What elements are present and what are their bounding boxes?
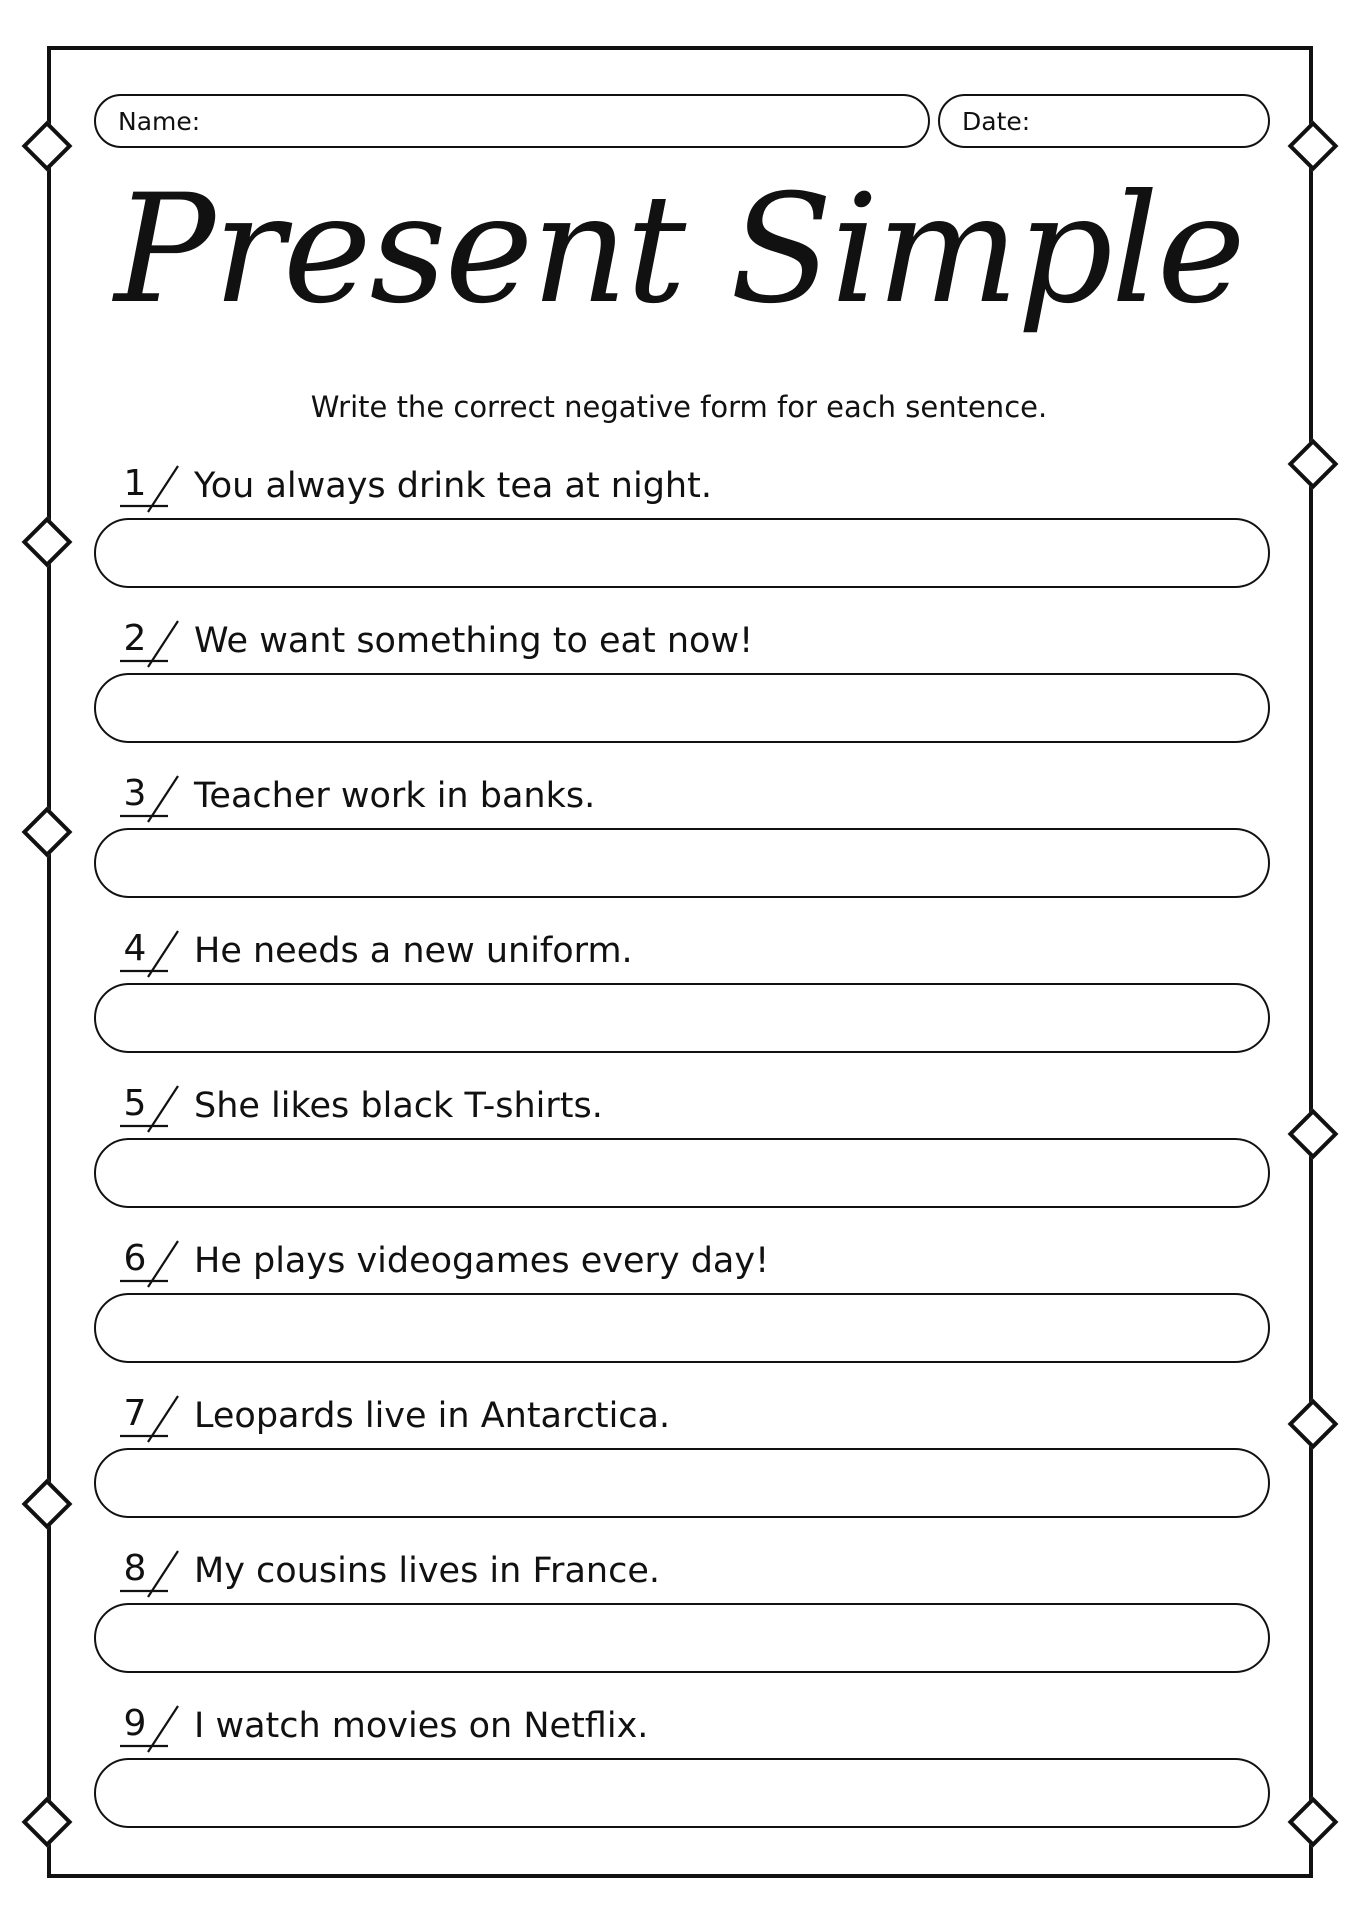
question-number-mark: [120, 1547, 190, 1605]
slash-icon: [120, 1237, 190, 1295]
answer-field[interactable]: [94, 983, 1270, 1053]
question-item: [94, 617, 1270, 757]
question-text: Leopards live in Antarctica.: [194, 1396, 671, 1436]
question-number: 1: [123, 463, 147, 504]
slash-icon: [120, 1702, 190, 1760]
question-text: My cousins lives in France.: [194, 1551, 660, 1591]
question-item: [94, 927, 1270, 1067]
slash-icon: [120, 1547, 190, 1605]
question-number-mark: [120, 1392, 190, 1450]
slash-icon: [120, 462, 190, 520]
answer-field[interactable]: [94, 1448, 1270, 1518]
question-number-mark: [120, 462, 190, 520]
question-text: Teacher work in banks.: [194, 776, 596, 816]
name-field[interactable]: [94, 94, 930, 148]
question-number: 7: [123, 1393, 147, 1434]
question-text: He needs a new uniform.: [194, 931, 633, 971]
answer-field[interactable]: [94, 1758, 1270, 1828]
instruction-text: Write the correct negative form for each sentence.: [310, 390, 1048, 424]
question-number: 8: [123, 1548, 147, 1589]
question-number-mark: [120, 1702, 190, 1760]
question-number-mark: [120, 772, 190, 830]
question-item: [94, 772, 1270, 912]
slash-icon: [120, 772, 190, 830]
date-field[interactable]: [938, 94, 1270, 148]
question-number-mark: [120, 1082, 190, 1140]
answer-field[interactable]: [94, 673, 1270, 743]
question-number: 2: [123, 618, 147, 659]
slash-icon: [120, 1392, 190, 1450]
page-title: Present Simple: [114, 163, 1244, 337]
question-item: [94, 1082, 1270, 1222]
question-text: She likes black T-shirts.: [194, 1086, 603, 1126]
question-item: [94, 1392, 1270, 1532]
question-number: 6: [123, 1238, 147, 1279]
question-text: He plays videogames every day!: [194, 1241, 770, 1281]
slash-icon: [120, 1082, 190, 1140]
answer-field[interactable]: [94, 828, 1270, 898]
question-item: [94, 1547, 1270, 1687]
question-number: 3: [123, 773, 147, 814]
question-number: 5: [123, 1083, 147, 1124]
name-label: Name:: [118, 106, 201, 136]
answer-field[interactable]: [94, 1293, 1270, 1363]
question-text: We want something to eat now!: [194, 621, 754, 661]
slash-icon: [120, 927, 190, 985]
question-text: I watch movies on Netflix.: [194, 1706, 649, 1746]
answer-field[interactable]: [94, 518, 1270, 588]
question-number-mark: [120, 927, 190, 985]
answer-field[interactable]: [94, 1603, 1270, 1673]
date-label: Date:: [962, 106, 1031, 136]
question-number-mark: [120, 617, 190, 675]
answer-field[interactable]: [94, 1138, 1270, 1208]
question-number: 4: [123, 928, 147, 969]
slash-icon: [120, 617, 190, 675]
question-text: You always drink tea at night.: [194, 466, 712, 506]
question-item: [94, 462, 1270, 602]
question-number: 9: [123, 1703, 147, 1744]
question-number-mark: [120, 1237, 190, 1295]
question-item: [94, 1702, 1270, 1842]
question-item: [94, 1237, 1270, 1377]
